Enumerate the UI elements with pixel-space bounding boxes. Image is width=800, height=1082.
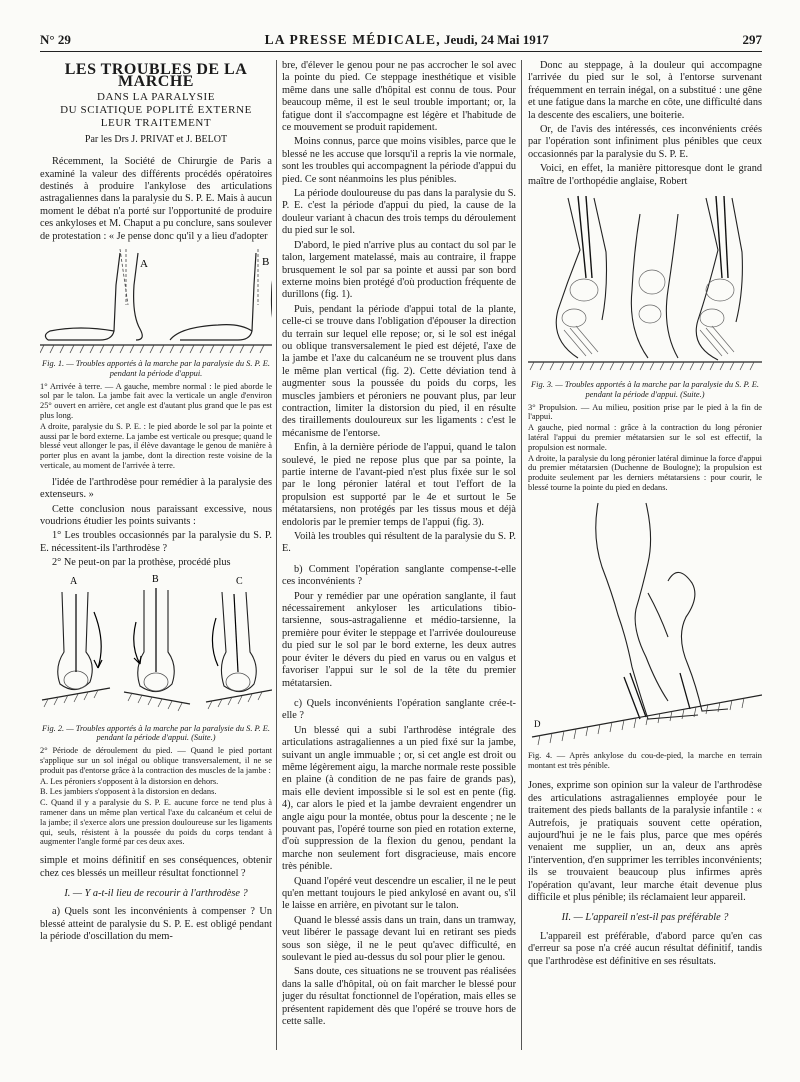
paragraph: Jones, exprime son opinion sur la valeur de l'arthrodèse des articulations astragaliennes employée pour le traitement des pieds ballants de la paralysie infantile : « Autrefois, je pratiquais souvent cette opération, aujourd'hui je ne le fais plus, parce que mes opérés venaient me supplier, un an, deux ans après l'intervention, d'en supprimer les terribles inconvénients; ils se trouvaient beaucoup plus infirmes après l'opération qu'avant, leur marche était devenue plus difficile et plus pénible; ils réclamaient leur appareil. [528,780,762,904]
column-rule [521,60,522,1050]
figure-1-drawing [40,245,272,357]
page-number: 297 [742,32,762,47]
fig2-label-b: B [152,573,159,585]
figure-2-caption [40,724,272,848]
paragraph: Un blessé qui a subi l'arthrodèse intégrale des articulations astragaliennes a un pied fixé sur la jambe, suivant un angle immuable ; or, si cet angle est droit ou même légèrement aigu, la marche normale reste possible en plaine (à condition de ne pas faire de grands pas), mais elle devient impossible si le sol est en pente (fig. 4), car alors le pied et la jambe devraient engendrer un angle aigu pour la montée, obtus pour la descente ; ne le pouvant pas, l'opéré tourne son pied en rotation externe, d'où suppression de la flexion du genou, pendant la marche non seulement fort disgracieuse, mais encore très pénible. [282,724,516,873]
caption-text: 1° Arrivée à terre. — A gauche, membre normal : le pied aborde le sol par le talon. La jambe fait avec la verticale un angle d'environ 25° ouvert en arrière, cet angle est d'autant plus grand que le pas est plus long. [40,381,272,421]
caption-text: A droite, paralysie du S. P. E. : le pied aborde le sol par la pointe et aussi par le bord externe. La jambe est verticale ou presque; quand le blessé veut allonger le pas, il élève davantage le genou de manière à porter plus en avant la jambe, dont la direction reste voisine de la verticale, au moment de l'arrivée à terre. [40,421,272,471]
article-subtitle: LEUR TRAITEMENT [100,116,212,129]
figure-1 [40,245,272,471]
article-subtitle: DU SCIATIQUE POPLITÉ EXTERNE [60,103,252,116]
paragraph: Moins connus, parce que moins visibles, parce que le blessé ne les accuse que lorsqu'il a repris la vie normale, sont les troubles qui accompagnent la période d'appui du pied. Ce sont néanmoins les plus pénibles. [282,136,516,185]
issue-date: Jeudi, 24 Mai 1917 [444,32,549,47]
fig4-label-d: D [534,718,541,729]
paragraph: Or, de l'avis des intéressés, ces inconvénients créés par l'opération sont infiniment plus pénibles que ceux occasionnés par la paralysie du S. P. E. [528,124,762,160]
caption-text: C. Quand il y a paralysie du S. P. E. aucune force ne tend plus à ramener dans un même plan vertical l'axe du calcanéum et celui de la jambe; il s'exerce alors une pression douloureuse sur les ligaments qui, seuls, résistent à la poussée du poids du corps tendant à augmenter l'angle formé par ces deux axes. [40,798,272,847]
paragraph: c) Quels inconvénients l'opération sanglante crée-t-elle ? [282,697,516,722]
paragraph: Sans doute, ces situations ne se trouvent pas réalisées dans la salle d'hôpital, où on fait marcher le blessé pour juger du résultat fonctionnel de l'opération, mais elles se présentent rapidement dès que l'opéré se trouve hors de cette salle. [282,966,516,1028]
caption-text: A gauche, pied normal : grâce à la contraction du long péronier latéral l'appui du premier métatarsien sur le sol est effectif, la propulsion est normale. [528,423,762,452]
paragraph: 2° Ne peut-on par la prothèse, procédé plus [52,557,231,569]
paragraph: l'idée de l'arthrodèse pour remédier à la paralysie des extenseurs. » [40,476,272,501]
column-rule [276,60,277,1050]
section-heading: I. — Y a-t-il lieu de recourir à l'arthrodèse ? [64,888,248,900]
paragraph: L'appareil est préférable, d'abord parce qu'en cas d'erreur sa pose n'a créé aucun résultat définitif, tandis que l'arthrodèse est définitive en ses résultats. [528,930,762,967]
caption-text: A. Les péroniers s'opposent à la distorsion en dehors. [40,776,219,786]
caption-title: Fig. 1. — Troubles apportés à la marche par la paralysie du S. P. E. pendant la période d'appui. [42,359,270,378]
figure-2 [40,572,272,848]
caption-title: Fig. 2. — Troubles apportés à la marche par la paralysie du S. P. E. pendant la période d'appui. (Suite.) [42,723,270,743]
fig1-label-a: A [140,258,148,271]
paragraph: bre, d'élever le genou pour ne pas accrocher le sol avec la pointe du pied. Ce steppage inesthétique et visible même dans une salle d'hôpital est connu de tous. Pour beaucoup même, il est le seul trouble important; or, la fatigue dont il s'accompagne est légère et l'habitude de ce mouvement se produit rapidement. [282,60,516,134]
paragraph: Donc au steppage, à la douleur qui accompagne l'arrivée du pied sur le sol, à l'entorse survenant fréquemment en terrain inégal, on a substitué : une gêne et une fatigue dans la marche en côte, une difficulté dans la descente des escaliers, une boiterie. [528,60,762,121]
figure-4-drawing [528,497,762,749]
paragraph: La période douloureuse du pas dans la paralysie du S. P. E. c'est la période d'appui du pied, la cause de la douleur variant à chacun des trois temps du déroulement du pied sur le sol. [282,188,516,237]
article-title: LES TROUBLES DE LA MARCHE [64,61,248,91]
caption-title: Fig. 3. — Troubles apportés à la marche par la paralysie du S. P. E. pendant la période d'appui. (Suite.) [531,380,759,399]
column-1 [40,60,272,946]
caption-text: 3° Propulsion. — Au milieu, position prise par le pied à la fin de l'appui. [528,402,762,422]
journal-name: LA PRESSE MÉDICALE, [264,32,441,47]
paragraph: Quand le blessé assis dans un train, dans un tramway, veut libérer le passage devant lui en retirant ses pieds sous son siège, il ne le peut qu'avec difficulté, en soulevant le pied au-dessus du sol pour plier le genou. [282,914,516,964]
paragraph: simple et moins définitif en ses conséquences, obtenir chez ces blessés un meilleur résultat fonctionnel ? [40,855,272,879]
figure-1-caption [40,359,272,471]
paragraph: a) Quels sont les inconvénients à compenser ? Un blessé atteint de paralysie du S. P. E. est obligé pendant la période d'oscillation du mem- [40,906,272,943]
paragraph: Pour y remédier par une opération sanglante, il faut nécessairement ankyloser les articulations tibio-tarsienne, sous-astragalienne et médio-tarsienne, la première pour éviter le steppage et l'arrivée douloureuse du pied sur le sol par le bord externe, les deux autres pour éviter le dévers du pied en varus ou en valgus et favoriser l'appui sur le sol de la tête du premier métatarsien. [282,590,516,689]
figure-4 [528,497,762,771]
paragraph: Voici, en effet, la manière pittoresque dont le grand maître de l'orthopédie anglaise, Robert [528,163,762,187]
paragraph: Cette conclusion nous paraissant excessive, nous voudrions étudier les points suivants : [40,503,272,528]
caption-text: B. Les jambiers s'opposent à la distorsion en dedans. [40,787,217,797]
figure-3 [528,190,762,493]
issue-number: N° 29 [40,32,71,47]
paragraph: 1° Les troubles occasionnés par la paralysie du S. P. E. nécessitent-ils l'arthrodèse ? [40,530,272,554]
paragraph: Enfin, à la dernière période de l'appui, quand le talon soulevé, le pied ne repose plus que par sa pointe, la partie interne de l'avant-pied n'est plus fixée sur le sol par le long péronier latéral et tout l'effort de la propulsion est supporté par le 4e et surtout le 5e métatarsiens, non protégés par les tissus mous et déjà endoloris par le premier temps de l'appui (fig. 3). [282,442,516,528]
paragraph: Puis, pendant la période d'appui total de la plante, celle-ci se trouve dans l'obligation d'épouser la direction du terrain sur lequel elle repose; or, si le sol est inégal ou oblique transversalement le pied est déjeté, l'axe de la jambe et l'axe du calcanéum ne se trouvent plus dans le même plan vertical (fig. 2). Cette déviation tend à augmenter sous la poussée du poids du corps, les muscles jambiers et péroniers ne pouvant plus, par leur contraction, limiter la distorsion du pied, il en résulte des tiraillements douloureux sur les ligaments : c'est le mécanisme de l'entorse. [282,303,516,439]
figure-2-drawing [40,572,272,722]
caption-text: 2° Période de déroulement du pied. — Quand le pied portant s'applique sur un sol inégal ou oblique transversalement, il ne se produit pas d'entorse grâce à la contraction des muscles de la jambe : [40,746,272,775]
journal-title [265,32,549,48]
paragraph: b) Comment l'opération sanglante compense-t-elle ces inconvénients ? [282,563,516,588]
column-2 [282,60,516,1030]
fig2-label-c: C [236,575,243,587]
fig2-label-a: A [70,575,78,587]
paragraph: D'abord, le pied n'arrive plus au contact du sol par le talon, largement matelassé, mais au contraire, il frappe brusquement le sol par sa pointe et aussi par son bord externe moins bien protégé d'où production fréquente de durillons (fig. 1). [282,239,516,301]
section-heading: II. — L'appareil n'est-il pas préférable ? [561,912,729,924]
caption-text: Fig. 4. — Après ankylose du cou-de-pied, la marche en terrain montant est très pénible. [528,750,762,770]
figure-4-caption [528,751,762,771]
paragraph: Récemment, la Société de Chirurgie de Paris a examiné la valeur des différents procédés opératoires destinés à produire l'ankylose des articulations astragaliennes dans la paralysie du S. P. E. Mais à aucun moment le débat n'a porté sur l'opportunité de produire ces ankyloses et M. Chaput a pu conclure, sans soulever de protestation : « Je pense donc qu'il y a lieu d'adopter [40,156,272,242]
page-header [40,26,762,52]
figure-3-drawing [528,190,762,378]
column-3 [528,60,762,970]
fig1-label-b: B [262,256,270,269]
figure-3-caption [528,380,762,493]
caption-text: A droite, la paralysie du long péronier latéral diminue la force d'appui du premier métatarsien (Duchenne de Boulogne); la propulsion est produite seulement par les derniers métatarsiens : pour courir, le blessé tourne la pointe du pied en dedans. [528,453,762,493]
article-authors: Par les Drs J. PRIVAT et J. BELOT [84,133,228,145]
paragraph: Quand l'opéré veut descendre un escalier, il ne le peut qu'en mettant toujours le pied ankylosé en avant ou, s'il le laisse en arrière, en pivotant sur le talon. [282,875,516,912]
article-subtitle: DANS LA PARALYSIE [96,90,216,103]
paragraph: Voilà les troubles qui résultent de la paralysie du S. P. E. [282,531,516,555]
